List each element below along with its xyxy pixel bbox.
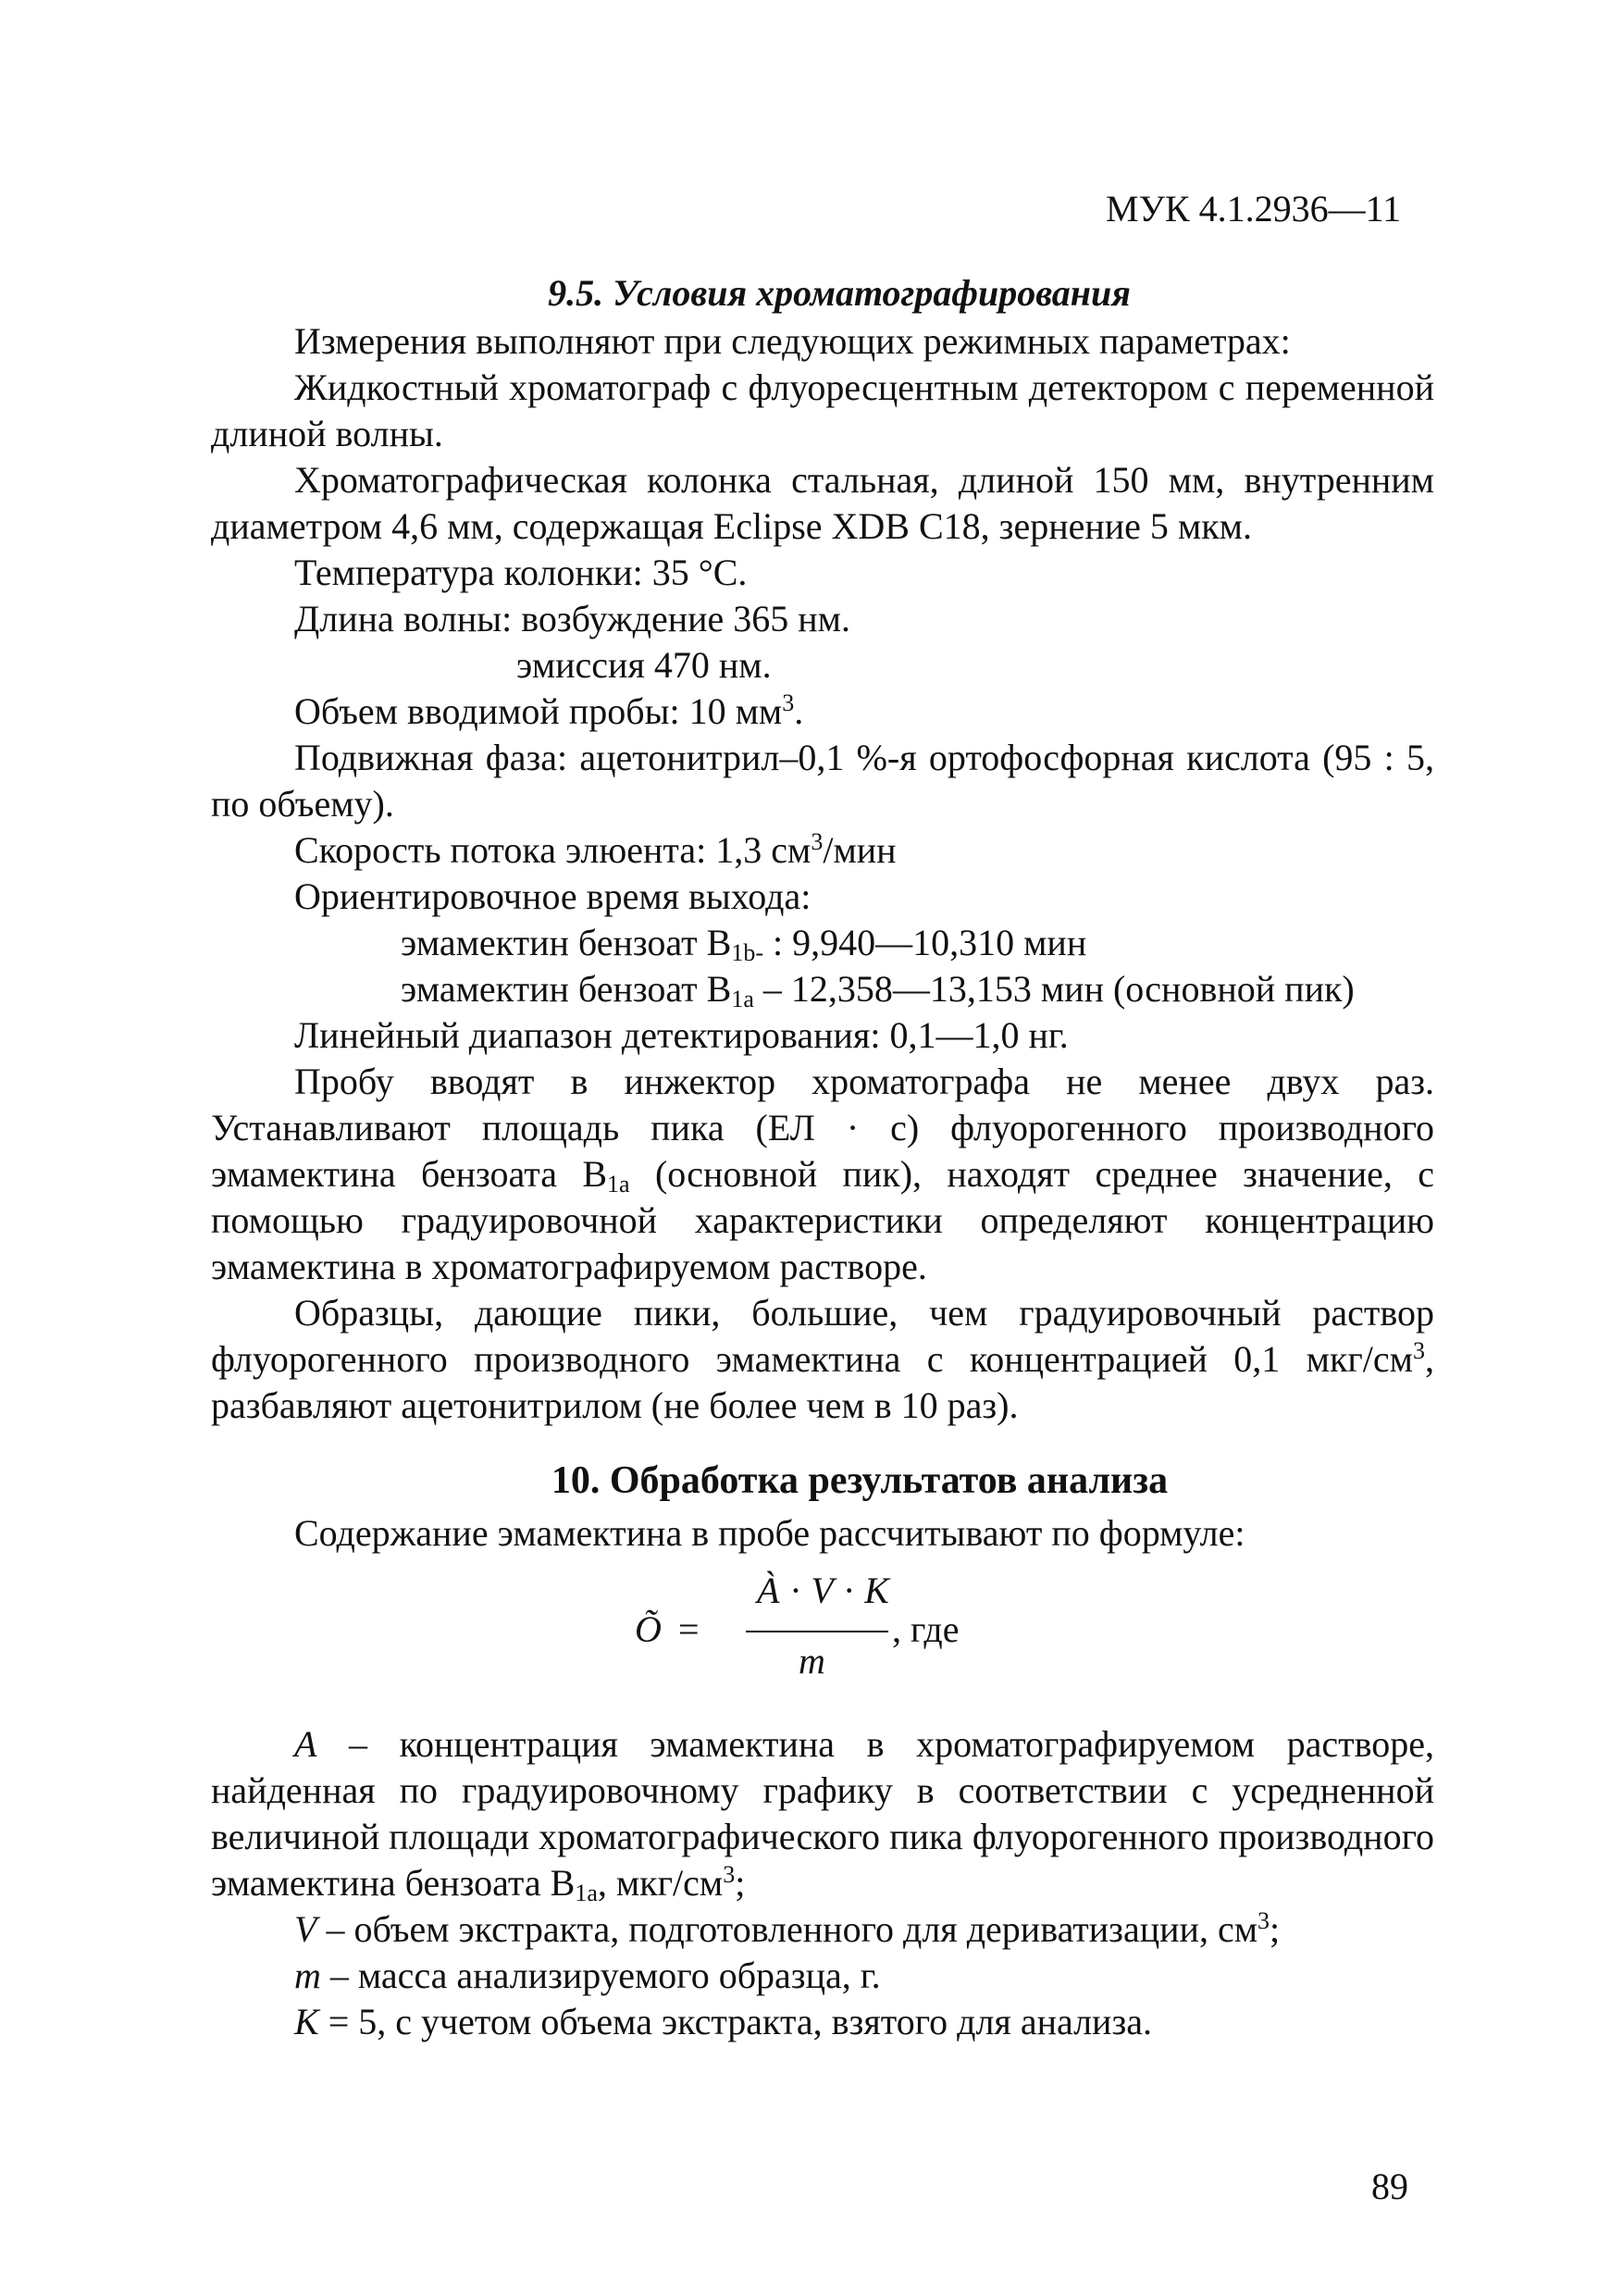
formula-denominator: m — [799, 1640, 825, 1682]
wavelength-emission: эмиссия 470 нм. — [516, 644, 772, 686]
formula-intro: Содержание эмамектина в пробе рассчитывают по формуле: — [294, 1512, 1245, 1554]
retention-intro: Ориентировочное время выхода: — [294, 875, 812, 917]
document-code: МУК 4.1.2936—11 — [1106, 188, 1402, 230]
column-temperature: Температура колонки: 35 °С. — [294, 552, 748, 593]
definition-m: m – масса анализируемого образца, г. — [294, 1955, 881, 1996]
content-formula — [211, 1562, 1434, 1701]
injection-paragraph: Пробу вводят в инжектор хроматографа не менее двух раз. Устанавливают площадь пика (ЕЛ · с) флуорогенного производного эмамектина бензоата $B_{1a}$ (основной пик), находят среднее значение, с помощью градуировочной характеристики определяют концентрацию эмамектина в хроматографируемом растворе. — [211, 1061, 1434, 1287]
mobile-phase: Подвижная фаза: ацетонитрил–0,1 %-я ортофосфорная кислота (95 : 5, по объему). — [211, 737, 1434, 825]
definition-v: V – объем экстракта, подготовленного для дериватизации, $см^3$; — [294, 1907, 1281, 1950]
formula-lhs: Õ — [635, 1608, 662, 1650]
flow-rate: Скорость потока элюента: 1,3 $см^3$/мин — [294, 828, 897, 871]
formula-numerator: À · V · K — [757, 1570, 890, 1611]
definition-a: A – концентрация эмамектина в хроматографируемом растворе, найденная по градуировочному графику в соответствии с усредненной величиной площади хроматографического пика флуорогенного производного эмамектина бензоата $B_{1a}$, мкг/$см^3$; — [211, 1723, 1434, 1906]
chromatograph-paragraph: Жидкостный хроматограф с флуоресцентным детектором с переменной длиной волны. — [211, 366, 1434, 454]
section-9-5-title: 9.5. Условия хроматографирования — [548, 272, 1131, 314]
page-content — [211, 270, 1434, 2045]
formula-tail: , где — [892, 1608, 960, 1650]
formula-fraction-bar — [746, 1631, 888, 1632]
conditions-intro: Измерения выполняют при следующих режимных параметрах: — [294, 320, 1291, 362]
dilution-paragraph: Образцы, дающие пики, большие, чем градуировочный раствор флуорогенного производного эмамектина с концентрацией 0,1 мкг/$см^3$, разбавляют ацетонитрилом (не более чем в 10 раз). — [211, 1292, 1434, 1426]
column-paragraph: Хроматографическая колонка стальная, длиной 150 мм, внутренним диаметром 4,6 мм, содержащая Eclipse XDB C18, зернение 5 мкм. — [211, 459, 1434, 547]
retention-b1b: эмамектин бензоат $B_{1b-}$ : 9,940—10,310 мин — [401, 922, 1087, 966]
definition-k: K = 5, с учетом объема экстракта, взятого для анализа. — [294, 2001, 1153, 2042]
page-number: 89 — [1371, 2166, 1408, 2207]
sample-volume: Объем вводимой пробы: 10 $мм^3$. — [294, 689, 804, 732]
formula-equals: = — [678, 1608, 700, 1650]
linear-range: Линейный диапазон детектирования: 0,1—1,0 нг. — [294, 1014, 1069, 1056]
retention-b1a: эмамектин бензоат $B_{1a}$ – 12,358—13,153 мин (основной пик) — [401, 968, 1355, 1012]
wavelength-excitation: Длина волны: возбуждение 365 нм. — [294, 598, 850, 639]
section-10-title: 10. Обработка результатов анализа — [551, 1459, 1169, 1502]
